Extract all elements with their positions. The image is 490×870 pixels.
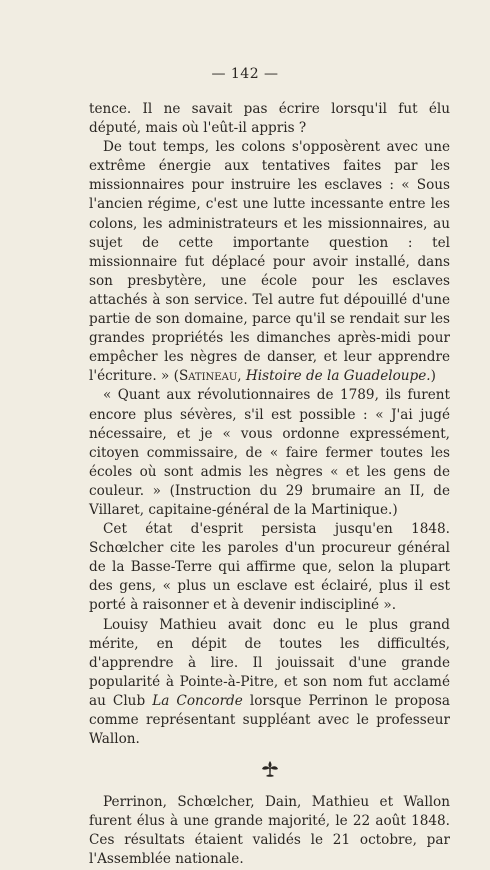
paragraph-4: Cet état d'esprit persista jusqu'en 1848. Schœlcher cite les paroles d'un procureur général de la Basse-Terre qui affirme que, selon la plupart des gens, « plus un esclave est éclairé, plus il est porté à raisonner et à devenir indiscipliné ».: [89, 521, 450, 614]
fleuron-icon: [89, 759, 450, 781]
paragraph-2: [89, 138, 450, 386]
paragraph-1: tence. Il ne savait pas écrire lorsqu'il fut élu député, mais où l'eût-il appris ?: [89, 101, 450, 137]
citation-author: Satineau: [178, 368, 238, 385]
citation-separator: ,: [237, 368, 246, 385]
paragraph-5-end: lorsque Perrinon le proposa comme représentant suppléant avec le professeur Wallon.: [89, 692, 450, 748]
citation-title: Histoire de la Guadeloupe.: [245, 368, 431, 385]
page-body: [89, 100, 450, 870]
page-number: — 142 —: [211, 66, 279, 82]
citation-close: ): [430, 368, 436, 385]
paragraph-5: [89, 616, 450, 750]
paragraph-3: « Quant aux révolutionnaires de 1789, ils furent encore plus sévères, s'il est possible : « J'ai jugé nécessaire, et je « vous ordonne expressément, citoyen commissaire, de « faire fermer toutes les écoles où sont admis les nègres « et les gens de couleur. » (Instruction du 29 brumaire an II, de Villaret, capitaine-général de la Martinique.): [89, 387, 450, 518]
fleuron-icon-shape: [260, 759, 280, 779]
paragraph-5-text: Louisy Mathieu avait donc eu le plus grand mérite, en dépit de toutes les difficultés, d'apprendre à lire. Il jouissait d'une grande popularité à Pointe-à-Pitre, et son nom fut acclamé au Club: [89, 616, 450, 709]
paragraph-6: Perrinon, Schœlcher, Dain, Mathieu et Wallon furent élus à une grande majorité, le 22 août 1848. Ces résultats étaient validés le 21 octobre, par l'Assemblée nationale.: [89, 794, 450, 868]
club-name: La Concorde: [152, 692, 243, 709]
paragraph-2-text: De tout temps, les colons s'opposèrent avec une extrême énergie aux tentatives faites par les missionnaires pour instruire les esclaves : « Sous l'ancien régime, c'est une lutte incessante entre les colons, les administrateurs et les missionnaires, au sujet de cette importante question : tel missionnaire fut déplacé pour avoir installé, dans son presbytère, une école pour les esclaves attachés à son service. Tel autre fut dépouillé d'une partie de son domaine, parce qu'il se rendait sur les grandes propriétés les dimanches après-midi pour empêcher les nègres de danser, et leur apprendre l'écriture. » (: [89, 139, 450, 385]
